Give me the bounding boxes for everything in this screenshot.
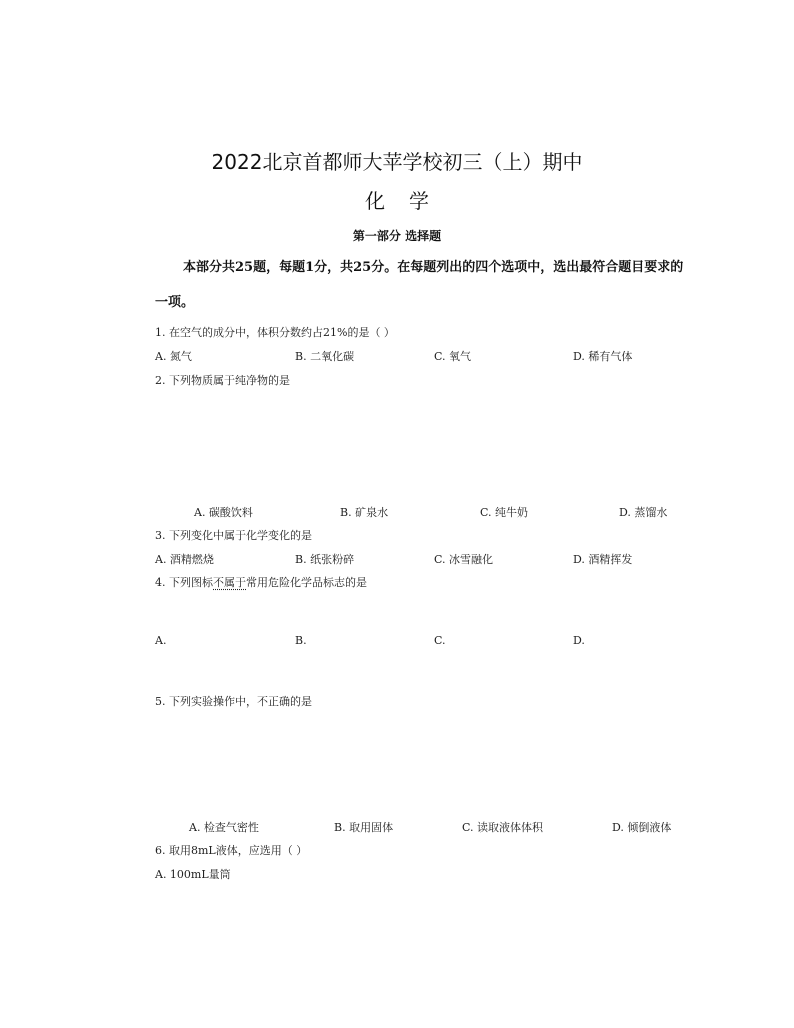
exam-title: 2022北京首都师大苹学校初三（上）期中 [211, 150, 583, 174]
question-2-option-d: D. 蒸馏水 [619, 506, 668, 519]
question-2-option-a: A. 碳酸饮料 [194, 506, 253, 519]
question-4-option-b: B. [295, 634, 307, 647]
question-4-option-d: D. [573, 634, 585, 647]
question-3-option-b: B. 纸张粉碎 [295, 553, 355, 566]
question-4-option-a: A. [155, 634, 167, 647]
subject-title: 化学 [365, 189, 453, 213]
question-1-option-d: D. 稀有气体 [573, 350, 633, 363]
question-2-option-c: C. 纯牛奶 [480, 506, 529, 519]
question-6-option-a: A. 100mL量筒 [155, 868, 231, 881]
question-5-stem: 5. 下列实验操作中，不正确的是 [155, 695, 312, 708]
question-1-stem: 1. 在空气的成分中，体积分数约占21%的是（ ） [155, 326, 395, 339]
question-4-option-c: C. [434, 634, 446, 647]
question-3-option-a: A. 酒精燃烧 [155, 553, 214, 566]
question-1-option-c: C. 氧气 [434, 350, 472, 363]
section-heading: 第一部分 选择题 [352, 229, 442, 243]
instructions-line-1: 本部分共25题，每题1分，共25分。在每题列出的四个选项中，选出最符合题目要求的 [183, 260, 684, 275]
question-6-stem: 6. 取用8mL液体，应选用（ ） [155, 844, 308, 857]
question-5-option-c: C. 读取液体体积 [462, 821, 544, 834]
question-1-option-b: B. 二氧化碳 [295, 350, 355, 363]
question-2-option-b: B. 矿泉水 [340, 506, 389, 519]
question-1-option-a: A. 氮气 [155, 350, 192, 363]
question-3-option-d: D. 酒精挥发 [573, 553, 633, 566]
question-3-option-c: C. 冰雪融化 [434, 553, 494, 566]
question-5-option-b: B. 取用固体 [334, 821, 394, 834]
question-4-stem [155, 574, 367, 590]
question-2-stem: 2. 下列物质属于纯净物的是 [155, 374, 290, 387]
question-3-stem: 3. 下列变化中属于化学变化的是 [155, 529, 312, 542]
instructions-line-2: 一项。 [155, 295, 195, 310]
question-4-stem-end: 常用危险化学品标志的是 [246, 576, 367, 589]
question-4-stem-start: 4. 下列图标 [155, 576, 213, 589]
question-5-option-a: A. 检查气密性 [189, 821, 259, 834]
question-5-option-d: D. 倾倒液体 [612, 821, 672, 834]
question-4-emphasis: 不属于 [213, 576, 246, 589]
